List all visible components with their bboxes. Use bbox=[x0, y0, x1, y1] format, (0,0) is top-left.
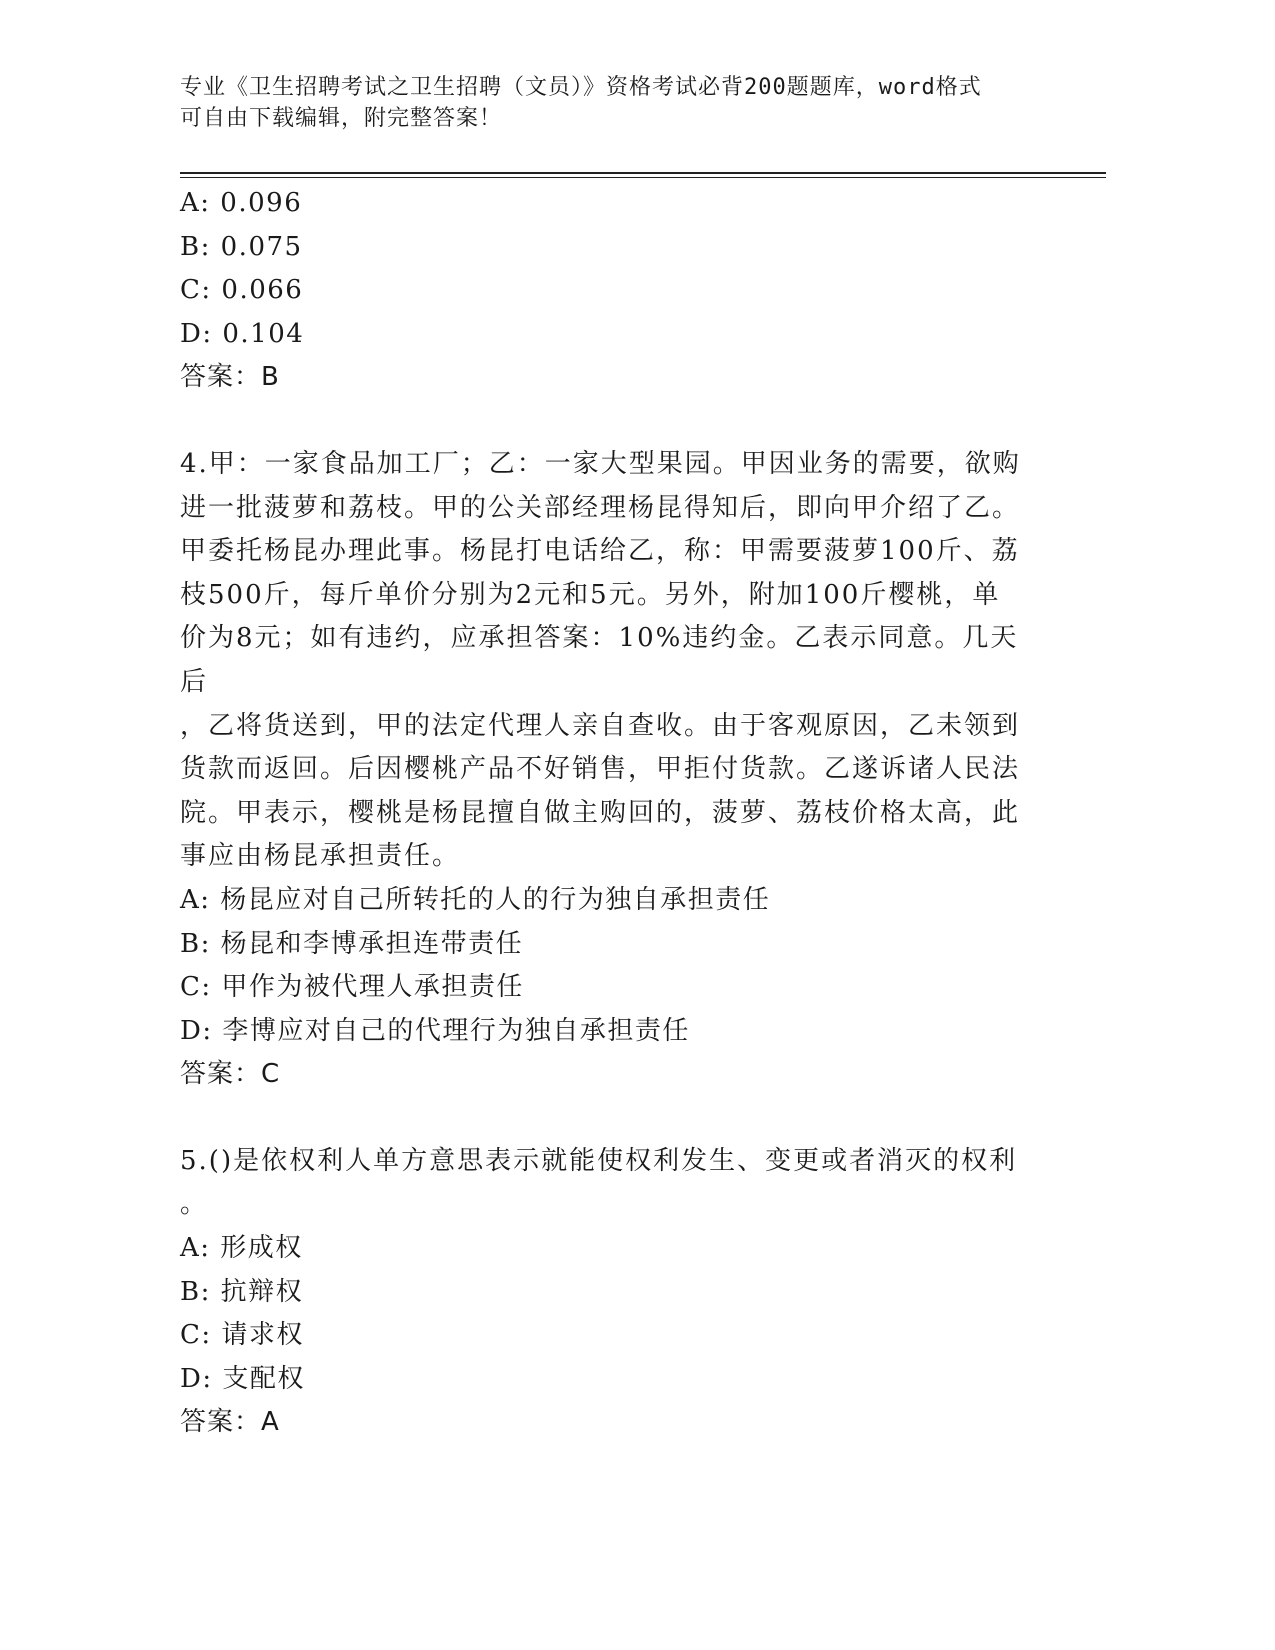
question-gap bbox=[180, 400, 1040, 443]
option-d: D: 支配权 bbox=[180, 1363, 305, 1394]
question-stem-line: 。 bbox=[180, 1189, 209, 1220]
option-d: D: 李博应对自己的代理行为独自承担责任 bbox=[180, 1015, 690, 1046]
question-stem-line: 货款而返回。后因樱桃产品不好销售，甲拒付货款。乙遂诉诸人民法 bbox=[180, 754, 1021, 785]
option-c: C: 甲作为被代理人承担责任 bbox=[180, 972, 524, 1003]
answer-line: 答案：B bbox=[180, 362, 280, 393]
header-line-2: 可自由下载编辑，附完整答案！ bbox=[180, 106, 503, 131]
question-stem-line: ，乙将货送到，甲的法定代理人亲自查收。由于客观原因，乙未领到 bbox=[180, 710, 1021, 741]
option-b: B: 0.075 bbox=[180, 231, 303, 262]
question-gap bbox=[180, 1097, 1040, 1140]
option-b: B: 杨昆和李博承担连带责任 bbox=[180, 928, 524, 959]
question-5 bbox=[180, 1140, 1040, 1445]
option-a: A: 杨昆应对自己所转托的人的行为独自承担责任 bbox=[180, 884, 771, 915]
option-c: C: 0.066 bbox=[180, 275, 304, 306]
question-stem-line: 事应由杨昆承担责任。 bbox=[180, 841, 461, 872]
question-3 bbox=[180, 182, 1040, 400]
header-divider bbox=[180, 172, 1106, 174]
question-stem-line: 枝500斤，每斤单价分别为2元和5元。另外，附加100斤樱桃，单 bbox=[180, 579, 1001, 610]
question-stem-line: 价为8元；如有违约，应承担答案：10%违约金。乙表示同意。几天后 bbox=[180, 623, 1019, 697]
option-c: C: 请求权 bbox=[180, 1320, 304, 1351]
question-4 bbox=[180, 443, 1040, 1097]
document-header bbox=[180, 72, 1040, 134]
question-stem-line: 院。甲表示，樱桃是杨昆擅自做主购回的，菠萝、荔枝价格太高，此 bbox=[180, 797, 1021, 828]
answer-line: 答案：A bbox=[180, 1407, 280, 1438]
option-a: A: 0.096 bbox=[180, 188, 303, 218]
document-body bbox=[180, 182, 1040, 1445]
header-line-1: 专业《卫生招聘考试之卫生招聘（文员）》资格考试必背200题题库，word格式 bbox=[180, 75, 982, 100]
option-a: A: 形成权 bbox=[180, 1233, 303, 1264]
answer-line: 答案：C bbox=[180, 1059, 281, 1090]
header-divider-thin bbox=[180, 177, 1106, 178]
question-stem-line: 甲委托杨昆办理此事。杨昆打电话给乙，称：甲需要菠萝100斤、荔 bbox=[180, 536, 1020, 567]
question-stem-line: 4.甲：一家食品加工厂；乙：一家大型果园。甲因业务的需要，欲购 bbox=[180, 448, 1021, 479]
question-stem-line: 5.()是依权利人单方意思表示就能使权利发生、变更或者消灭的权利 bbox=[180, 1145, 1018, 1176]
question-stem-line: 进一批菠萝和荔枝。甲的公关部经理杨昆得知后，即向甲介绍了乙。 bbox=[180, 492, 1021, 523]
option-d: D: 0.104 bbox=[180, 318, 305, 349]
option-b: B: 抗辩权 bbox=[180, 1276, 304, 1307]
